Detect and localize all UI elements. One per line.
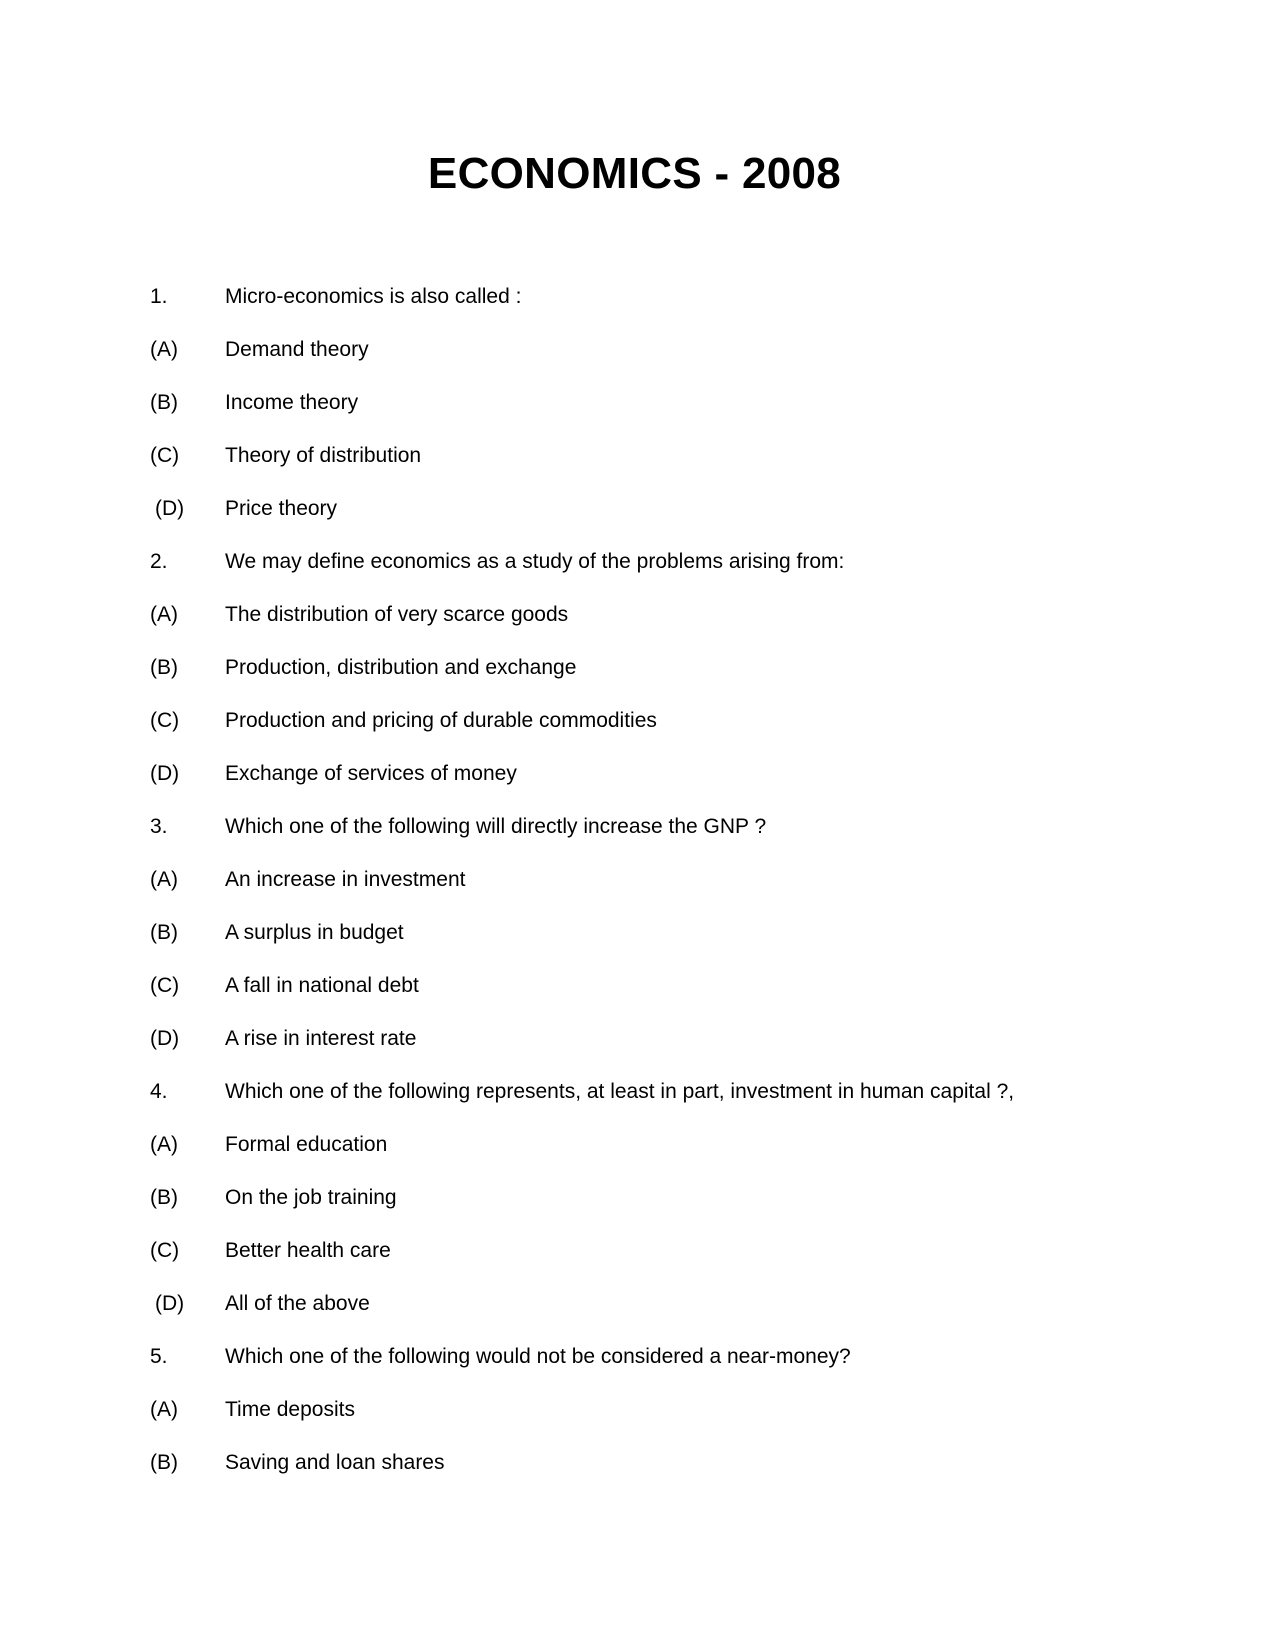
option-label: (D) (150, 1027, 180, 1050)
question-line (0, 813, 1275, 866)
option-line (0, 1025, 1275, 1078)
option-text: Formal education (225, 1133, 388, 1156)
option-line (0, 1184, 1275, 1237)
option-label: (A) (150, 868, 178, 891)
option-line (0, 601, 1275, 654)
question-list (0, 283, 1275, 1502)
option-text: An increase in investment (225, 868, 466, 891)
option-line (0, 919, 1275, 972)
option-line (0, 1449, 1275, 1502)
option-label: (C) (150, 974, 180, 997)
question-number: 1. (150, 285, 168, 308)
question-number: 4. (150, 1080, 168, 1103)
option-label: (D) (155, 1292, 185, 1315)
option-text: A rise in interest rate (225, 1027, 417, 1050)
option-text: Production and pricing of durable commodities (225, 709, 657, 732)
option-line (0, 654, 1275, 707)
option-label: (A) (150, 1398, 178, 1421)
option-line (0, 707, 1275, 760)
question-line (0, 548, 1275, 601)
option-line (0, 1131, 1275, 1184)
option-text: Time deposits (225, 1398, 355, 1421)
option-line (0, 442, 1275, 495)
question-line (0, 283, 1275, 336)
option-text: Exchange of services of money (225, 762, 517, 785)
option-text: Demand theory (225, 338, 369, 361)
question-number: 3. (150, 815, 168, 838)
question-number: 5. (150, 1345, 168, 1368)
option-label: (B) (150, 1186, 178, 1209)
question-text: Which one of the following would not be considered a near-money? (225, 1345, 851, 1368)
option-label: (B) (150, 1451, 178, 1474)
option-text: All of the above (225, 1292, 370, 1315)
option-label: (A) (150, 603, 178, 626)
option-line (0, 495, 1275, 548)
question-number: 2. (150, 550, 168, 573)
option-text: Better health care (225, 1239, 391, 1262)
option-label: (B) (150, 656, 178, 679)
option-label: (B) (150, 391, 178, 414)
option-label: (A) (150, 338, 178, 361)
option-text: On the job training (225, 1186, 397, 1209)
question-text: Micro-economics is also called : (225, 285, 522, 308)
option-line (0, 760, 1275, 813)
option-label: (D) (150, 762, 180, 785)
option-text: A fall in national debt (225, 974, 419, 997)
question-text: We may define economics as a study of the problems arising from: (225, 550, 845, 573)
option-text: Theory of distribution (225, 444, 422, 467)
option-label: (C) (150, 709, 180, 732)
option-label: (C) (150, 1239, 180, 1262)
option-line (0, 389, 1275, 442)
option-line (0, 336, 1275, 389)
option-text: Income theory (225, 391, 359, 414)
option-text: The distribution of very scarce goods (225, 603, 569, 626)
option-line (0, 866, 1275, 919)
page-title: ECONOMICS - 2008 (427, 149, 842, 198)
option-label: (C) (150, 444, 180, 467)
option-label: (B) (150, 921, 178, 944)
option-label: (D) (155, 497, 185, 520)
option-label: (A) (150, 1133, 178, 1156)
question-line (0, 1078, 1275, 1131)
question-text: Which one of the following represents, at least in part, investment in human capital ?, (225, 1080, 1015, 1103)
option-text: Saving and loan shares (225, 1451, 445, 1474)
question-text: Which one of the following will directly increase the GNP ? (225, 815, 767, 838)
option-line (0, 1290, 1275, 1343)
option-text: Production, distribution and exchange (225, 656, 577, 679)
question-line (0, 1343, 1275, 1396)
option-text: A surplus in budget (225, 921, 404, 944)
option-line (0, 972, 1275, 1025)
option-text: Price theory (225, 497, 338, 520)
option-line (0, 1396, 1275, 1449)
option-line (0, 1237, 1275, 1290)
